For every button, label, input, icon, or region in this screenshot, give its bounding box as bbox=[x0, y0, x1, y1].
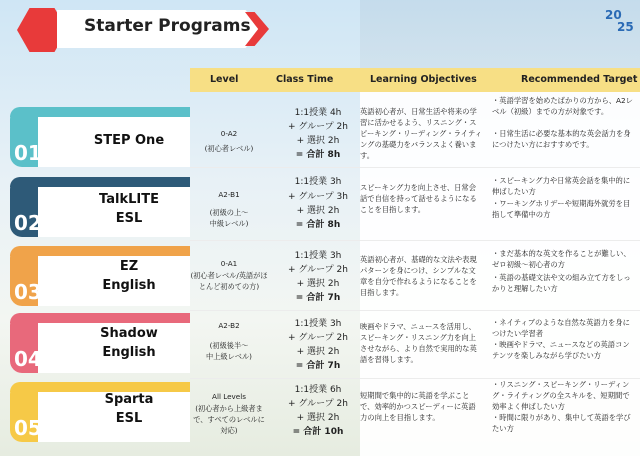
program-name-line2: ESL bbox=[115, 411, 143, 426]
program-number: 04 bbox=[14, 347, 42, 371]
class-time-group: + グループ 2h bbox=[288, 333, 348, 343]
class-time-group: + グループ 2h bbox=[288, 122, 348, 132]
program-name: TalkLITE bbox=[99, 192, 159, 207]
level-code: 0-A2 bbox=[220, 129, 238, 138]
target-point-1: ・ネイティブのような自然な英語力を身につけたい学習者 bbox=[492, 318, 630, 338]
program-name-line2: ESL bbox=[115, 211, 143, 226]
class-time-total: = 合計 7h bbox=[295, 293, 341, 303]
learning-objective: スピーキング力を向上させ、日常会話で自信を持って話せるようになることを目指します。 bbox=[360, 183, 477, 214]
target-point-1: ・リスニング・スピーキング・リーディング・ライティングの全スキルを、短期間で効率よく伸ばしたい方 bbox=[492, 380, 630, 411]
program-card-shadow-english[interactable] bbox=[10, 313, 190, 373]
program-number: 05 bbox=[14, 416, 42, 440]
row-divider bbox=[190, 167, 640, 168]
logo-text-top: 20 bbox=[605, 8, 622, 22]
target-point-1: ・スピーキング力や日常英会話を集中的に伸ばしたい方 bbox=[492, 176, 631, 196]
target-point-2: ・ワーキングホリデーや短期海外就労を目指して準備中の方 bbox=[492, 199, 631, 219]
level-desc-line2: 中上級レベル) bbox=[206, 352, 252, 361]
class-time-1to1: 1:1授業 3h bbox=[294, 177, 342, 187]
class-time-elective: + 選択 2h bbox=[296, 136, 340, 146]
level-desc-line2: 中級レベル) bbox=[209, 219, 249, 228]
class-time-group: + グループ 2h bbox=[288, 265, 348, 275]
program-name-line2: English bbox=[102, 345, 156, 360]
header-objectives: Learning Objectives bbox=[370, 74, 477, 85]
level-desc: (初心者から上級者まで、すべてのレベルに対応) bbox=[193, 404, 265, 435]
class-time-group: + グループ 2h bbox=[288, 399, 348, 409]
level-desc: (初心者レベル/英語がほとんど初めての方) bbox=[190, 271, 268, 291]
header-class-time: Class Time bbox=[276, 74, 334, 85]
row-divider bbox=[190, 310, 640, 311]
target-point-2: ・映画やドラマ、ニュースなどの英語コンテンツを楽しみながら学びたい方 bbox=[492, 340, 630, 360]
program-card-talklite[interactable] bbox=[10, 177, 190, 237]
class-time-elective: + 選択 2h bbox=[296, 347, 340, 357]
program-card-step-one[interactable] bbox=[10, 107, 190, 167]
level-code: A2-B2 bbox=[218, 321, 240, 330]
class-time-total: = 合計 7h bbox=[295, 361, 341, 371]
target-point-2: ・時間に限りがあり、集中して英語を学びたい方 bbox=[492, 413, 631, 433]
learning-objective: 映画やドラマ、ニュースを活用し、スピーキング・リスニング力を向上させながら、より自然で実用的な英語を習得します。 bbox=[360, 322, 477, 364]
program-card-ez-english[interactable] bbox=[10, 246, 190, 306]
brand-logo bbox=[603, 6, 633, 36]
class-time-1to1: 1:1授業 3h bbox=[294, 319, 342, 329]
class-time-total: = 合計 8h bbox=[295, 150, 341, 160]
learning-objective: 英語初心者が、日常生活や将来の学習に活かせるよう、リスニング・スピーキング・リーディング・ライティングの基礎力をバランスよく養います。 bbox=[360, 107, 483, 160]
level-desc: (初心者レベル) bbox=[204, 144, 254, 153]
program-number: 03 bbox=[14, 280, 42, 304]
target-point-2: ・日常生活に必要な基本的な英会話力を身につけたい方におすすめです。 bbox=[492, 129, 631, 149]
class-time-total: = 合計 8h bbox=[295, 220, 341, 230]
class-time-total: = 合計 10h bbox=[292, 427, 344, 437]
learning-objective: 英語初心者が、基礎的な文法や表現パターンを身につけ、シンプルな文章を自分で作れるようになることを目指します。 bbox=[360, 255, 477, 297]
program-name: EZ bbox=[119, 259, 139, 274]
header-target: Recommended Target bbox=[521, 74, 638, 85]
level-code: 0-A1 bbox=[220, 259, 238, 268]
program-name: Sparta bbox=[104, 392, 154, 407]
program-name-line2: English bbox=[102, 278, 156, 293]
class-time-1to1: 1:1授業 4h bbox=[294, 108, 342, 118]
program-name: Shadow bbox=[100, 326, 158, 341]
class-time-elective: + 選択 2h bbox=[296, 206, 340, 216]
logo-text-bottom: 25 bbox=[617, 20, 634, 34]
program-card-sparta-esl[interactable] bbox=[10, 382, 190, 442]
target-point-1: ・英語学習を始めたばかりの方から、A2レベル（初級）までの方が対象です。 bbox=[492, 96, 633, 116]
level-desc: (初級後半〜 bbox=[209, 341, 249, 350]
row-divider bbox=[190, 240, 640, 241]
target-point-1: ・まだ基本的な英文を作ることが難しい、ゼロ初級〜初心者の方 bbox=[492, 249, 631, 269]
level-code: A2-B1 bbox=[218, 190, 240, 199]
program-number: 01 bbox=[14, 141, 42, 165]
program-number: 02 bbox=[14, 211, 42, 235]
header-level: Level bbox=[210, 74, 239, 85]
class-time-elective: + 選択 2h bbox=[296, 279, 340, 289]
target-point-2: ・英語の基礎文法や文の組み立て方をしっかりと理解したい方 bbox=[492, 273, 631, 293]
learning-objective: 短期間で集中的に英語を学ぶことで、効率的かつスピーディーに英語力の向上を目指します。 bbox=[360, 391, 476, 422]
class-time-1to1: 1:1授業 3h bbox=[294, 251, 342, 261]
class-time-1to1: 1:1授業 6h bbox=[294, 385, 342, 395]
program-name: STEP One bbox=[93, 133, 165, 148]
page-title: Starter Programs bbox=[84, 16, 251, 36]
class-time-group: + グループ 3h bbox=[288, 192, 348, 202]
level-desc: (初級の上〜 bbox=[209, 208, 249, 217]
level-code: All Levels bbox=[212, 392, 246, 401]
class-time-elective: + 選択 2h bbox=[296, 413, 340, 423]
